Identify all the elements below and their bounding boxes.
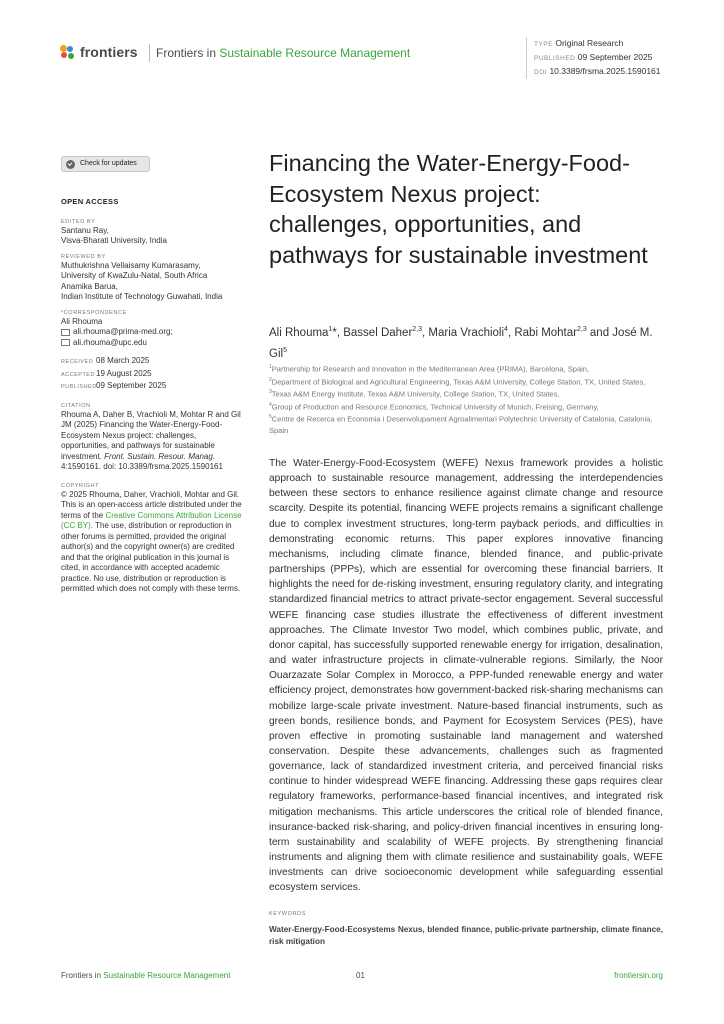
affiliation-text: Group of Production and Resource Economics, Technical University of Munich, Freising, Germany, [271, 402, 599, 411]
frontiers-logo-icon [60, 45, 75, 60]
affiliation-item [269, 412, 661, 436]
author-sep: and [586, 326, 613, 339]
author-list [269, 321, 661, 363]
citation-text: Rhouma A, Daher B, Vrachioli M, Mohtar R and Gil JM (2025) Financing the Water-Energy-Food-Ecosystem Nexus project: challenges, opportunities, and pathways for sustainable investment. [61, 409, 241, 461]
dates-block [61, 356, 243, 393]
published-row [61, 381, 243, 393]
author-affil-ref: 4 [504, 326, 508, 333]
footer-journal-name: Sustainable Resource Management [103, 971, 231, 980]
affiliation-num: 2 [269, 376, 272, 383]
copyright-label: COPYRIGHT [61, 482, 100, 489]
sidebar [61, 156, 243, 595]
footer-journal-prefix: Frontiers in [61, 971, 102, 980]
accepted-date: 19 August 2025 [96, 368, 152, 378]
journal-prefix: Frontiers in [156, 46, 217, 60]
open-access-label: OPEN ACCESS [61, 197, 119, 206]
affiliation-text: Centre de Recerca en Economia i Desenvolupament Agroalimentari Polytechnic University of Catalonia, Catalonia, Spain [269, 414, 653, 435]
author-affil-ref: 2,3 [576, 326, 587, 333]
email-row[interactable] [61, 338, 243, 349]
affiliations [269, 362, 661, 436]
affiliation-item [269, 387, 661, 400]
affiliation-text: Department of Biological and Agricultural Engineering, Texas A&M University, College Station, TX, United States, [271, 377, 646, 386]
edited-by-line: Visva-Bharati University, India [61, 236, 167, 245]
citation-block [61, 410, 243, 473]
accepted-row [61, 369, 243, 381]
citation-doi[interactable]: doi: 10.3389/frsma.2025.1590161 [103, 462, 223, 471]
journal-title[interactable] [156, 46, 410, 60]
article-meta [526, 37, 661, 79]
author-affil-ref: 5 [283, 346, 287, 354]
copyright-text-cont: The use, distribution or reproduction in other forums is permitted, provided the original author(s) and the copyright owner(s) are credited and that the original publication in this journal is cited, in accordance with accepted academic practice. No use, distribution or reproduction is permitted which does not comply with these terms. [61, 521, 241, 593]
page-number: 01 [356, 971, 365, 980]
correspondence-label: *CORRESPONDENCE [61, 309, 127, 316]
affiliation-num: 1 [269, 364, 272, 370]
reviewed-by-line: Muthukrishna Vellaisamy Kumarasamy, [61, 260, 201, 270]
citation-volume: 4:1590161. [61, 462, 102, 471]
meta-published-row [534, 51, 661, 65]
meta-published-label: PUBLISHED [534, 55, 576, 62]
mail-icon [61, 329, 70, 336]
author-name[interactable]: Ali Rhouma [269, 326, 329, 339]
meta-type-label: TYPE [534, 41, 553, 48]
email-link[interactable]: ali.rhouma@upc.edu [73, 337, 147, 347]
edited-by-line: Santanu Ray, [61, 225, 109, 235]
footer-journal[interactable] [61, 971, 230, 980]
author-name[interactable]: José M. Gil [269, 326, 653, 360]
meta-doi-value[interactable]: 10.3389/frsma.2025.1590161 [549, 66, 661, 76]
received-label: RECEIVED [61, 359, 94, 365]
accepted-label: ACCEPTED [61, 371, 95, 378]
abstract: The Water-Energy-Food-Ecosystem (WEFE) Nexus framework provides a holistic approach to sustainable resource management, addressing the interdependencies between these sectors to enhance resilience against climate change and resource scarcity. Despite its potential, financing WEFE projects remains a significant challenge due to complex investment structures, long-term payback periods, and difficulties in demonstrating economic returns. This paper explores innovative financing mechanisms, including climate finance, blended finance, and public-private partnerships (PPPs), which are essential for overcoming these financial barriers. It highlights the need for de-risking investment, ensuring regulatory clarity, and integrating standardized financial metrics to attract private-sector engagement. Several successful WEFE financing case studies illustrate the effectiveness of different investment approaches. The Climate Investor Two model, which combines public, private, and donor capital, has successfully supported renewable energy for irrigation, desalination, and water infrastructure projects in climate-vulnerable regions. Similarly, the Noor Ouarzazate Solar Complex in Morocco, a PPP-funded renewable energy and water efficiency project, demonstrates how government-backed risk-sharing mechanisms can mobilize large-scale private investment. Nature-based financial instruments, such as green bonds, resilience bonds, and Payment for Ecosystem Services (PES), have proven effective in promoting sustainable land management and watershed conservation. Despite these advancements, challenges such as fragmented governance, lack of standardized investment criteria, and perceived financial risks continue to hinder widespread WEFE financing. Addressing these gaps requires clear regulatory frameworks, performance-based financial incentives, and integrated risk mitigation mechanisms. This article underscores the critical role of blended finance, insurance-backed risk-sharing, and policy-driven financial incentives in ensuring long-term sustainability and scalability of WEFE projects. By strengthening financial instruments and aligning them with climate resilience and sustainability goals, WEFE investments can drive socioeconomic development while safeguarding essential ecosystem services. [269, 458, 663, 894]
citation-journal: Front. Sustain. Resour. Manag. [104, 451, 216, 461]
author-name[interactable]: Rabi Mohtar [514, 326, 577, 339]
frontiers-logo[interactable] [60, 44, 138, 60]
check-updates-icon [66, 160, 75, 169]
author-corresponding-mark: * [332, 326, 337, 339]
logo-wordmark: frontiers [80, 44, 138, 60]
received-row [61, 356, 243, 368]
meta-type-row [534, 37, 661, 51]
check-for-updates-button[interactable] [61, 156, 150, 172]
author-sep: , [507, 326, 515, 339]
author-affil-ref: 1 [328, 326, 333, 333]
header-divider [149, 44, 150, 62]
meta-type-value: Original Research [555, 38, 624, 48]
author-name[interactable]: Bassel Daher [343, 326, 413, 339]
author-affil-ref: 2,3 [412, 326, 423, 333]
author-sep: , [336, 326, 344, 339]
reviewed-by-line: University of KwaZulu-Natal, South Africa [61, 271, 208, 280]
meta-published-value: 09 September 2025 [577, 52, 653, 62]
affiliation-num: 3 [269, 389, 272, 395]
license-link[interactable]: Creative Commons Attribution License (CC BY). [61, 510, 242, 530]
received-date: 08 March 2025 [96, 356, 150, 365]
article-title: Financing the Water-Energy-Food-Ecosystem Nexus project: challenges, opportunities, and pathways for sustainable investment [269, 150, 648, 268]
journal-name: Sustainable Resource Management [219, 46, 411, 60]
check-updates-label: Check for updates [80, 159, 137, 167]
affiliation-text: Texas A&M Energy Institute, Texas A&M University, College Station, TX, United States, [271, 389, 560, 399]
footer-site-link[interactable]: frontiersin.org [614, 971, 663, 980]
copyright-text: © 2025 Rhouma, Daher, Vrachioli, Mohtar and Gil. This is an open-access article distributed under the terms of the [61, 489, 242, 520]
affiliation-num: 5 [269, 414, 272, 420]
published-label: PUBLISHED [61, 384, 97, 390]
affiliation-text: Partnership for Research and Innovation in the Mediterranean Area (PRIMA), Barcelona, Spain, [271, 364, 590, 374]
keywords: Water-Energy-Food-Ecosystems Nexus, blended finance, public-private partnership, climate finance, risk mitigation [269, 925, 663, 946]
published-date: 09 September 2025 [96, 381, 167, 390]
meta-doi-label: DOI [534, 69, 548, 76]
correspondence-name: Ali Rhouma [61, 316, 103, 326]
reviewed-by-line: Anamika Barua, [61, 281, 118, 291]
affiliation-num: 4 [269, 401, 272, 408]
email-link[interactable]: ali.rhouma@prima-med.org; [73, 327, 173, 336]
affiliation-item [269, 362, 661, 375]
reviewed-by-line: Indian Institute of Technology Guwahati, India [61, 292, 223, 301]
meta-doi-row [534, 65, 661, 79]
email-row[interactable] [61, 327, 243, 338]
author-sep: , [422, 326, 429, 339]
edited-by-label: EDITED BY [61, 218, 96, 225]
mail-icon [61, 339, 70, 346]
copyright-block [61, 490, 243, 595]
reviewed-by-label: REVIEWED BY [61, 253, 106, 260]
author-name[interactable]: Maria Vrachioli [428, 326, 505, 339]
citation-label: CITATION [61, 402, 91, 409]
keywords-label: KEYWORDS [269, 911, 306, 917]
affiliation-item [269, 400, 661, 413]
affiliation-item [269, 375, 661, 388]
